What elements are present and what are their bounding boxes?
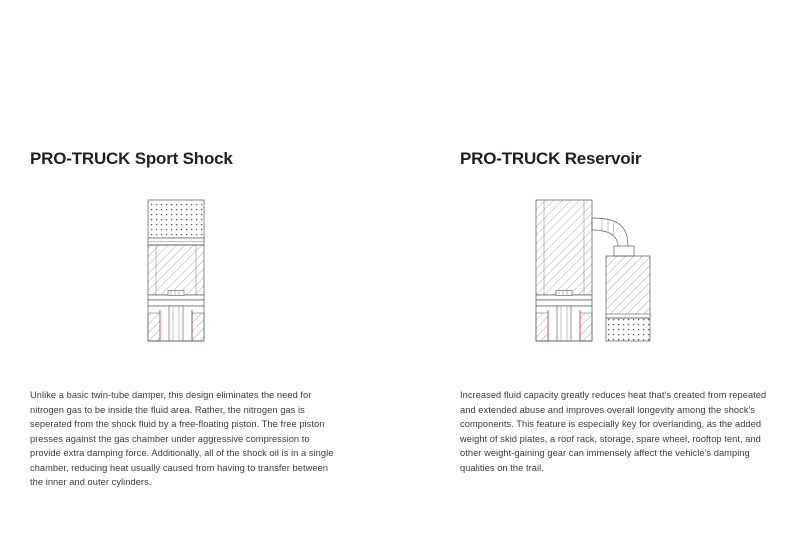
sport-shock-cutaway-diagram — [30, 198, 340, 368]
page-title-reservoir: PRO-TRUCK Reservoir — [460, 149, 642, 168]
description-reservoir: Increased fluid capacity greatly reduces heat that's created from repeated and extended abuse and improves overall longevity among the shock's components. This feature is especially key for overlanding, as the added weight of skid plates, a roof rack, storage, spare wheel, rooftop tent, and other weight-gaining gear can immensely affect the vehicle's damping qualities on the trail. — [460, 390, 767, 473]
reservoir-shock-cutaway-diagram — [460, 198, 770, 368]
panel-sport-shock — [30, 148, 340, 499]
panel-reservoir — [460, 148, 770, 484]
page-title-sport-shock: PRO-TRUCK Sport Shock — [30, 149, 233, 168]
description-sport-shock: Unlike a basic twin-tube damper, this design eliminates the need for nitrogen gas to be inside the fluid area. Rather, the nitrogen gas is seperated from the shock fluid by a free-floating piston. The free piston presses against the gas chamber under aggressive compression to provide extra damping force. Additionally, all of the shock oil is in a single chamber, reducing heat usually caused from having to transfer between the inner and outer cylinders. — [30, 390, 334, 487]
